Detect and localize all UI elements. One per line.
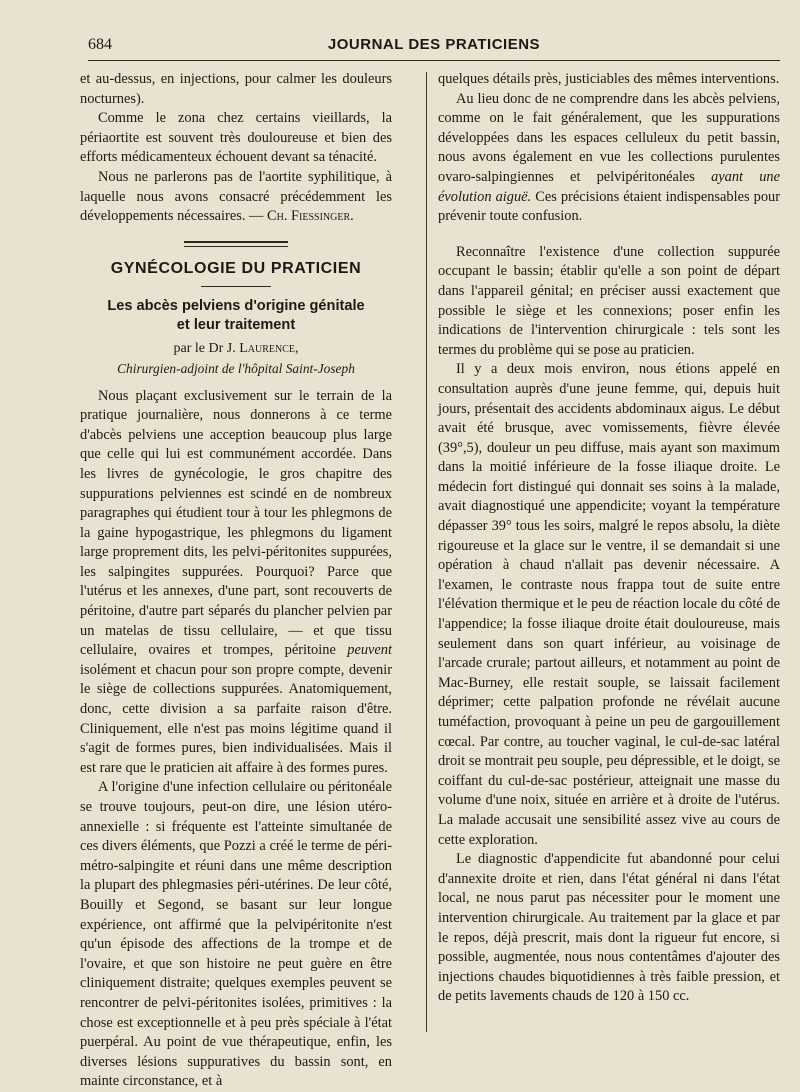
- section-separator: [184, 241, 288, 247]
- right-paragraph-1-part-b: Ces précisions étaient indispensables pour prévenir toute confusion.: [438, 188, 780, 225]
- body-paragraph-1: [80, 387, 392, 779]
- title-rule: [201, 286, 271, 287]
- running-header: [88, 30, 780, 61]
- journal-title: JOURNAL DES PRATICIENS: [327, 36, 541, 53]
- right-paragraph-0: quelques détails près, justiciables des mêmes interventions.: [438, 71, 780, 87]
- signature-author: Ch. Fiessinger.: [267, 208, 354, 225]
- intro-paragraph-3: [80, 168, 392, 227]
- right-paragraph-4: Le diagnostic d'appendicite fut abandonné pour celui d'annexite droite et rien, dans l'état général ni dans l'état local, ne nous parut pas nécessiter pour le moment une intervention chirurgicale. Au traitement par la glace et par le repos, déjà prescrit, mais dont la rigueur fut encore, si possible, augmentée, nous nous contentâmes d'ajouter des injections chaudes biquotidiennes à très faible pression, et de petits lavements chauds de 120 à 150 cc.: [438, 851, 780, 1005]
- intro-paragraph-2: Comme le zona chez certains vieillards, la périaortite est souvent très douloureuse et bien des efforts médicamenteux échouent devant sa ténacité.: [80, 110, 392, 166]
- body-paragraph-1-part-a: Nous plaçant exclusivement sur le terrain de la pratique journalière, nous donnerons à ce terme d'abcès pelviens une acception beaucoup plus large que celle qui lui est communément accordée. Dans les livres de gynécologie, le gros chapitre des suppurations pelviennes est scindé en de nombreux paragraphes qui étudient tour à tour les phlegmons de la gaine hypogastrique, les phlegmons du ligament large proprement dits, les pelvi-péritonites suppurées, les salpingites suppurées. Pourquoi? Parce que l'utérus et les annexes, d'une part, sont recouverts de péritoine, d'autre part séparés du plancher pelvien par un matelas de tissu cellulaire, — et que tissu cellulaire, ovaires et trompes, péritoine: [80, 387, 392, 659]
- byline: [80, 339, 392, 359]
- section-title: GYNÉCOLOGIE DU PRATICIEN: [110, 259, 362, 277]
- article-title-line-2: et leur traitement: [176, 317, 296, 334]
- left-column: [80, 70, 392, 1092]
- body-paragraph-2: A l'origine d'une infection cellulaire ou péritonéale se trouve toujours, peut-on dire, une lésion utéro-annexielle : si fréquente est l'atteinte simultanée de ces divers éléments, que Pozzi a créé le terme de péri-métro-salpingite et réuni dans une même description la plupart des phlegmasies péri-utérines. De leur côté, Bouilly et Segond, se basant sur leur longue expérience, ont affirmé que la pelvipéritonite n'est qu'un épisode des affections de la trompe et de l'ovaire, et que son histoire ne peut guère en être cliniquement distraite; quelques exemples peuvent se rencontrer de pelvi-péritonites isolées, primitives : la chose est exceptionnelle et à peu près spéciale à l'état puerpéral. Au point de vue thérapeutique, enfin, les diverses lésions suppuratives du bassin sont, en mainte circonstance, et à: [80, 779, 392, 1090]
- right-paragraph-1-part-a: Au lieu donc de ne comprendre dans les abcès pelviens, comme on le fait généralement, que les suppurations développées dans les espaces celluleux du petit bassin, nous avons également en vue les collections purulentes ovaro-salpingiennes et pelvipéritonéales: [438, 90, 780, 185]
- right-paragraph-2: Reconnaître l'existence d'une collection suppurée occupant le bassin; établir qu'elle a son point de départ dans l'appareil génital; en préciser aussi exactement que possible le siège et les connexions; poser enfin les indications de l'intervention chirurgicale : tels sont les termes du problème qui se pose au praticien.: [438, 243, 780, 358]
- author-name: Laurence,: [239, 341, 299, 357]
- intro-paragraph-3-text: Nous ne parlerons pas de l'aortite syphilitique, à laquelle nous avons consacré précédemment les développements nécessaires. —: [80, 168, 392, 225]
- byline-prefix: par le Dr J.: [173, 341, 240, 357]
- intro-paragraph-1: et au-dessus, en injections, pour calmer les douleurs nocturnes).: [80, 71, 392, 107]
- page-number: 684: [88, 36, 112, 53]
- paragraph-gap: [438, 227, 780, 243]
- column-divider: [426, 72, 427, 1032]
- body-paragraph-1-emphasis: peuvent: [347, 642, 392, 659]
- body-paragraph-1-part-b: isolément et chacun pour son propre compte, devenir le siège de collections suppurées. Anatomiquement, donc, cette division a sa parfaite raison d'être. Cliniquement, elle n'est pas moins légitime quand il s'agit de formes pures, bien individualisées. Mais il est rare que le praticien ait affaire à des formes pures.: [80, 661, 392, 776]
- right-paragraph-1-emphasis: ayant une évolution aiguë.: [438, 168, 780, 205]
- right-column: [438, 70, 780, 1007]
- right-paragraph-3: Il y a deux mois environ, nous étions appelé en consultation auprès d'une jeune femme, qui, depuis huit jours, présentait des accidents abdominaux aigus. Le début avait été brusque, avec vomissements, fièvre élevée (39°,5), douleur un peu diffuse, mais ayant son maximum dans la moitié inférieure de la fosse iliaque droite. Le médecin fort distingué qui donnait ses soins à la malade, avait diagnostiqué une appendicite; voyant la température dépasser 39° tous les soirs, malgré le repos absolu, la diète rigoureuse et la glace sur le ventre, il se demandait si une opération à chaud n'allait pas devenir nécessaire. A l'examen, le contraste nous frappa tout de suite entre l'élévation thermique et le peu de réaction locale du côté de l'appendice; la fosse iliaque droite était douloureuse, mais seulement dans son quart inférieur, au voisinage de l'arcade crurale; partout ailleurs, et notamment au point de Mac-Burney, elle restait souple, se laissait facilement déprimer; cette palpation profonde ne révélait aucune tuméfaction, provoquant à peine un peu de gargouillement cœcal. Par contre, au toucher vaginal, le cul-de-sac latéral droit se montrait peu souple, peu dépressible, et le doigt, se coiffant du cul-de-sac postérieur, atteignait une masse du volume d'une noix, située en arrière et à droite de l'utérus. La malade accusait une sensibilité assez vive au cours de cette exploration.: [438, 361, 780, 848]
- author-affiliation: Chirurgien-adjoint de l'hôpital Saint-Joseph: [117, 360, 355, 376]
- right-paragraph-1: [438, 90, 780, 227]
- article-title-line-1: Les abcès pelviens d'origine génitale: [107, 298, 365, 315]
